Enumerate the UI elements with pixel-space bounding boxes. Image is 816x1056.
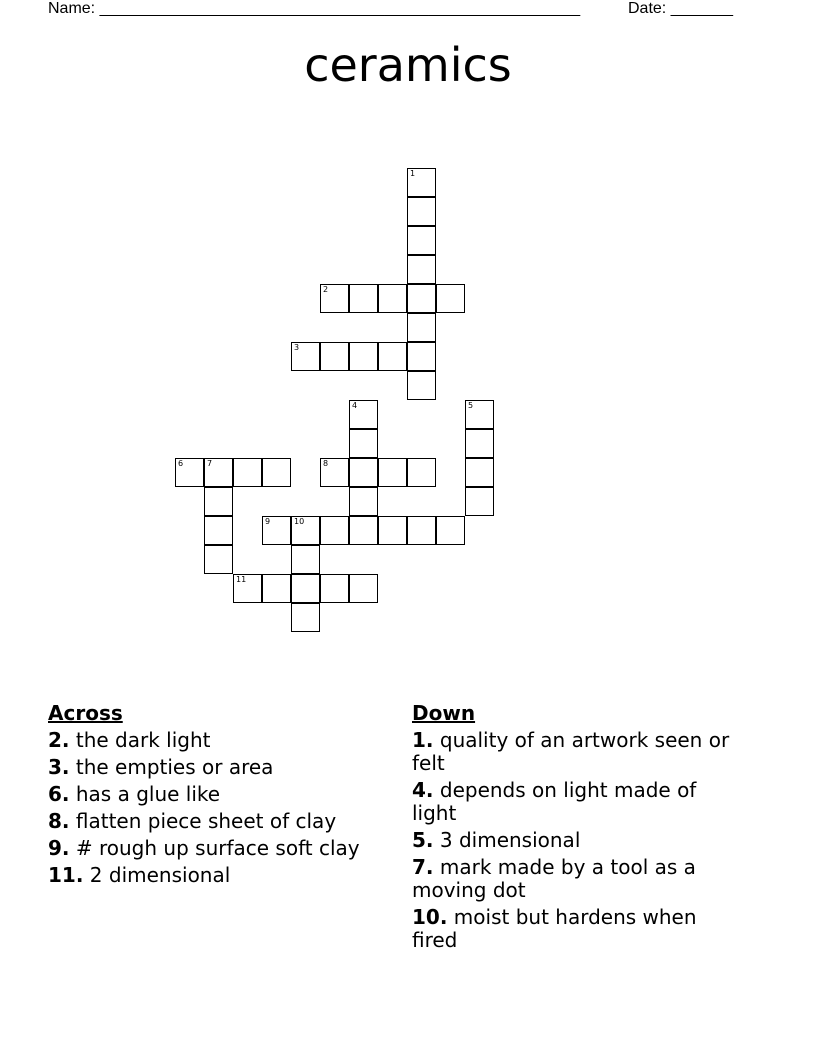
grid-cell[interactable] <box>262 516 291 545</box>
name-line[interactable]: Name: ______________________________________________________ <box>48 0 581 17</box>
date-line[interactable]: Date: _______ <box>628 0 733 17</box>
grid-cell[interactable] <box>407 168 436 197</box>
across-heading: Across <box>48 701 123 725</box>
grid-cell[interactable] <box>378 458 407 487</box>
grid-cell[interactable] <box>233 574 262 603</box>
grid-cell[interactable] <box>349 516 378 545</box>
grid-cell[interactable] <box>378 284 407 313</box>
grid-cell[interactable] <box>407 516 436 545</box>
clue-across-2: 2. the dark light <box>48 728 211 752</box>
grid-cell[interactable] <box>407 197 436 226</box>
grid-cell[interactable] <box>175 458 204 487</box>
cell-number: 6 <box>178 459 184 468</box>
clue-across-11: 11. 2 dimensional <box>48 863 231 887</box>
grid-cell[interactable] <box>233 458 262 487</box>
cell-number: 3 <box>294 343 300 352</box>
cell-number: 8 <box>323 459 329 468</box>
grid-cell[interactable] <box>465 458 494 487</box>
grid-cell[interactable] <box>407 342 436 371</box>
grid-cell[interactable] <box>204 516 233 545</box>
cell-number: 2 <box>323 285 329 294</box>
grid-cell[interactable] <box>349 284 378 313</box>
grid-cell[interactable] <box>320 516 349 545</box>
grid-cell[interactable] <box>320 284 349 313</box>
down-clues <box>412 702 742 956</box>
grid-cell[interactable] <box>320 574 349 603</box>
grid-cell[interactable] <box>320 458 349 487</box>
grid-cell[interactable] <box>349 400 378 429</box>
grid-cell[interactable] <box>378 342 407 371</box>
grid-cell[interactable] <box>407 313 436 342</box>
grid-cell[interactable] <box>204 487 233 516</box>
cell-number: 4 <box>352 401 358 410</box>
grid-cell[interactable] <box>465 487 494 516</box>
grid-cell[interactable] <box>291 603 320 632</box>
grid-cell[interactable] <box>349 487 378 516</box>
cell-number: 7 <box>207 459 213 468</box>
grid-cell[interactable] <box>349 458 378 487</box>
grid-cell[interactable] <box>349 342 378 371</box>
down-heading: Down <box>412 701 476 725</box>
page-title: ceramics <box>304 38 512 92</box>
grid-cell[interactable] <box>349 429 378 458</box>
grid-cell[interactable] <box>291 574 320 603</box>
grid-cell[interactable] <box>436 516 465 545</box>
clue-across-8: 8. flatten piece sheet of clay <box>48 809 337 833</box>
cell-number: 1 <box>410 169 416 178</box>
grid-cell[interactable] <box>407 255 436 284</box>
clue-down-5: 5. 3 dimensional <box>412 828 581 852</box>
grid-cell[interactable] <box>291 342 320 371</box>
grid-cell[interactable] <box>204 545 233 574</box>
clue-down-1: 1. quality of an artwork seen or felt <box>412 728 730 775</box>
clue-across-9: 9. # rough up surface soft clay <box>48 836 360 860</box>
grid-cell[interactable] <box>262 574 291 603</box>
clue-down-10: 10. moist but hardens when fired <box>412 905 697 952</box>
clue-across-6: 6. has a glue like <box>48 782 221 806</box>
clue-down-4: 4. depends on light made of light <box>412 778 697 825</box>
cell-number: 11 <box>236 575 247 584</box>
grid-cell[interactable] <box>407 458 436 487</box>
grid-cell[interactable] <box>407 226 436 255</box>
cell-number: 5 <box>468 401 474 410</box>
across-clues <box>48 702 388 891</box>
grid-cell[interactable] <box>465 429 494 458</box>
grid-cell[interactable] <box>349 574 378 603</box>
grid-cell[interactable] <box>291 516 320 545</box>
grid-cell[interactable] <box>204 458 233 487</box>
grid-cell[interactable] <box>407 371 436 400</box>
grid-cell[interactable] <box>262 458 291 487</box>
clue-down-7: 7. mark made by a tool as a moving dot <box>412 855 696 902</box>
grid-cell[interactable] <box>320 342 349 371</box>
grid-cell[interactable] <box>291 545 320 574</box>
grid-cell[interactable] <box>436 284 465 313</box>
clue-across-3: 3. the empties or area <box>48 755 274 779</box>
grid-cell[interactable] <box>378 516 407 545</box>
grid-cell[interactable] <box>465 400 494 429</box>
grid-cell[interactable] <box>407 284 436 313</box>
cell-number: 10 <box>294 517 305 526</box>
cell-number: 9 <box>265 517 271 526</box>
